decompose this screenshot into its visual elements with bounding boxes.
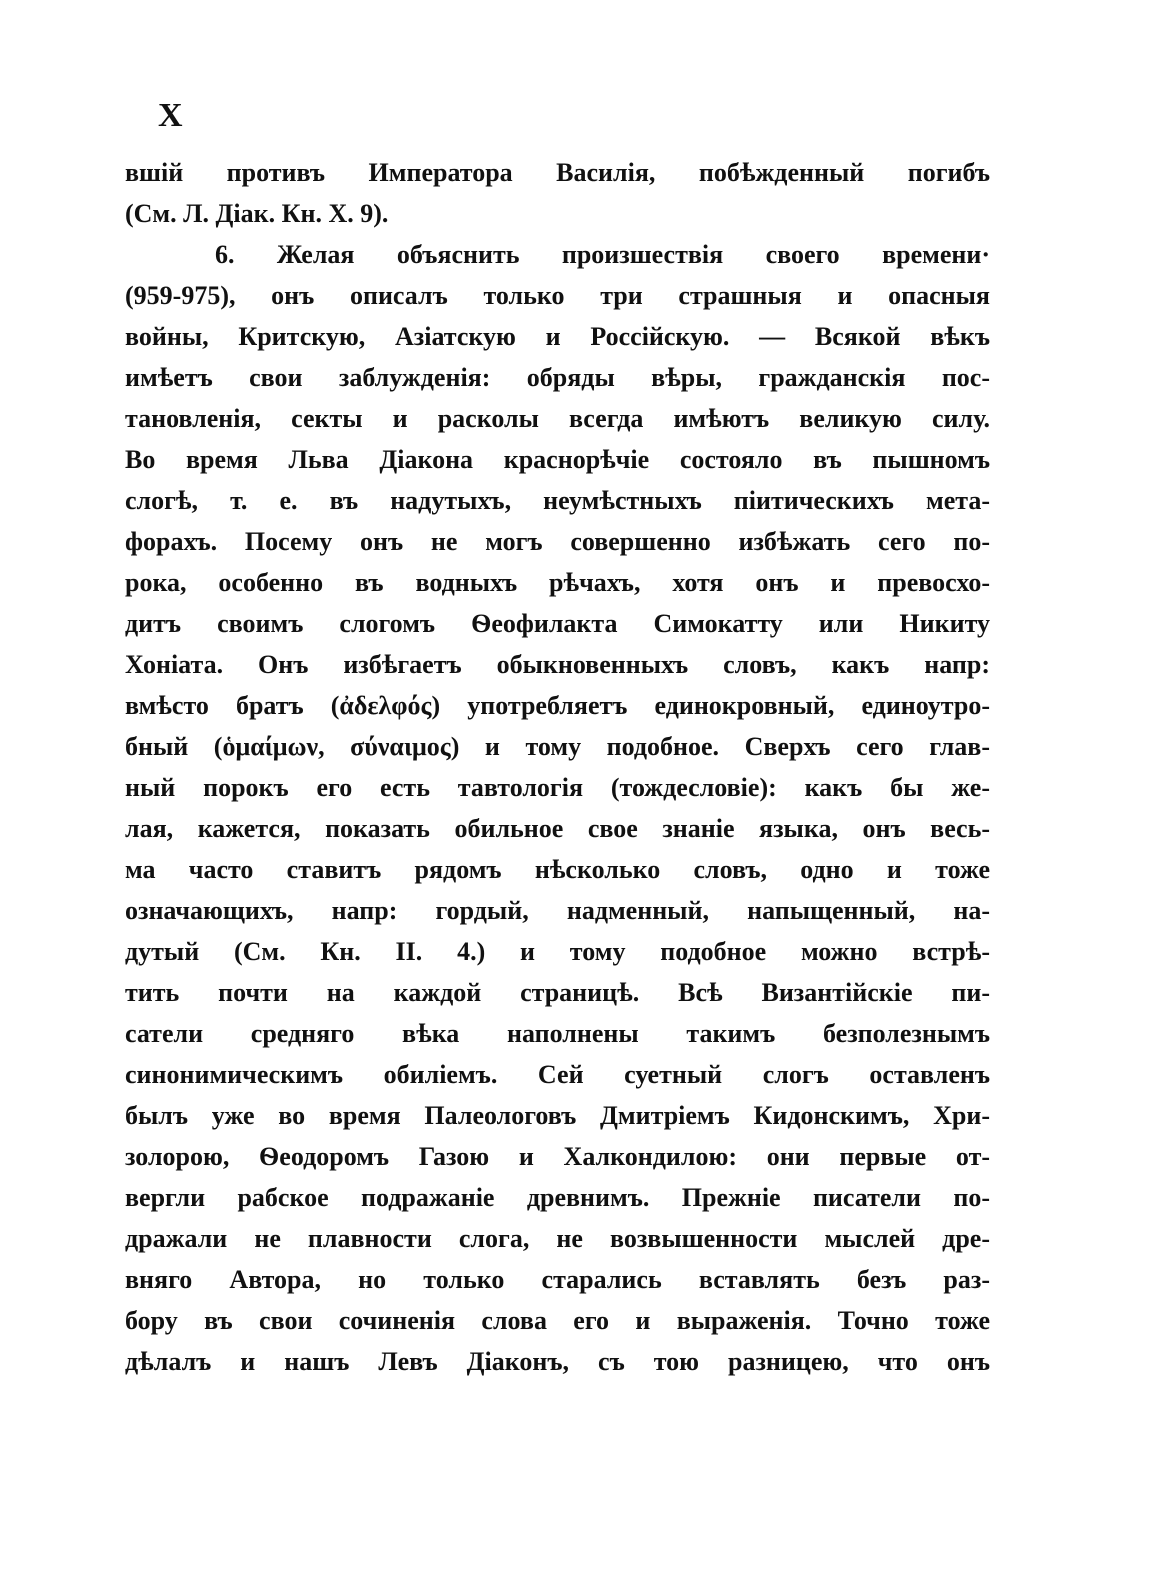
text-line: дѣлалъ и нашъ Левъ Діаконъ, съ тою разницею, что онъ — [125, 1347, 990, 1376]
text-line: Во время Льва Діакона краснорѣчіе состояло въ пышномъ — [125, 445, 990, 474]
text-line: (959-975), онъ описалъ только три страшныя и опасныя — [125, 281, 990, 310]
text-line: вмѣсто братъ (ἀδελφός) употребляетъ единокровный, единоутро- — [125, 691, 990, 720]
text-line: слогѣ, т. е. въ надутыхъ, неумѣстныхъ піитическихъ мета- — [125, 486, 990, 515]
text-line: означающихъ, напр: гордый, надменный, напыщенный, на- — [125, 896, 990, 925]
text-line: тить почти на каждой страницѣ. Всѣ Византійскіе пи- — [125, 978, 990, 1007]
page-number: X — [158, 97, 184, 134]
text-line: войны, Критскую, Азіатскую и Россійскую. — Всякой вѣкъ — [125, 322, 990, 351]
text-line: лая, кажется, показать обильное свое знаніе языка, онъ весь- — [125, 814, 990, 843]
text-line: сатели средняго вѣка наполнены такимъ безполезнымъ — [125, 1019, 990, 1048]
text-line: Хоніата. Онъ избѣгаетъ обыкновенныхъ словъ, какъ напр: — [125, 650, 990, 679]
text-line: дутый (См. Кн. II. 4.) и тому подобное можно встрѣ- — [125, 937, 990, 966]
text-line: синонимическимъ обиліемъ. Сей суетный слогъ оставленъ — [125, 1060, 990, 1089]
text-line: дитъ своимъ слогомъ Ѳеофилакта Симокатту или Никиту — [125, 609, 990, 638]
text-line: 6. Желая объяснить произшествія своего времени· — [215, 240, 990, 269]
text-line: вергли рабское подражаніе древнимъ. Прежніе писатели по- — [125, 1183, 990, 1212]
text-line: ный порокъ его есть тавтологія (тождесловіе): какъ бы же- — [125, 773, 990, 802]
text-line: (См. Л. Діак. Кн. X. 9). — [125, 199, 389, 228]
text-line: вшій противъ Императора Василія, побѣжденный погибъ — [125, 158, 990, 187]
text-line: дражали не плавности слога, не возвышенности мыслей дре- — [125, 1224, 990, 1253]
text-line: бный (ὁμαίμων, σύναιμος) и тому подобное. Сверхъ сего глав- — [125, 732, 990, 761]
text-line: вняго Автора, но только старались вставлять безъ раз- — [125, 1265, 990, 1294]
text-line: имѣетъ свои заблужденія: обряды вѣры, гражданскія пос- — [125, 363, 990, 392]
text-line: рока, особенно въ водныхъ рѣчахъ, хотя онъ и превосхо- — [125, 568, 990, 597]
text-line: ма часто ставитъ рядомъ нѣсколько словъ, одно и тоже — [125, 855, 990, 884]
text-line: форахъ. Посему онъ не могъ совершенно избѣжать сего по- — [125, 527, 990, 556]
text-line: бору въ свои сочиненія слова его и выраженія. Точно тоже — [125, 1306, 990, 1335]
text-line: золорою, Ѳеодоромъ Газою и Халкондилою: они первые от- — [125, 1142, 990, 1171]
page-text — [125, 152, 990, 1382]
text-line: тановленія, секты и расколы всегда имѣютъ великую силу. — [125, 404, 990, 433]
text-line: былъ уже во время Палеологовъ Дмитріемъ Кидонскимъ, Хри- — [125, 1101, 990, 1130]
